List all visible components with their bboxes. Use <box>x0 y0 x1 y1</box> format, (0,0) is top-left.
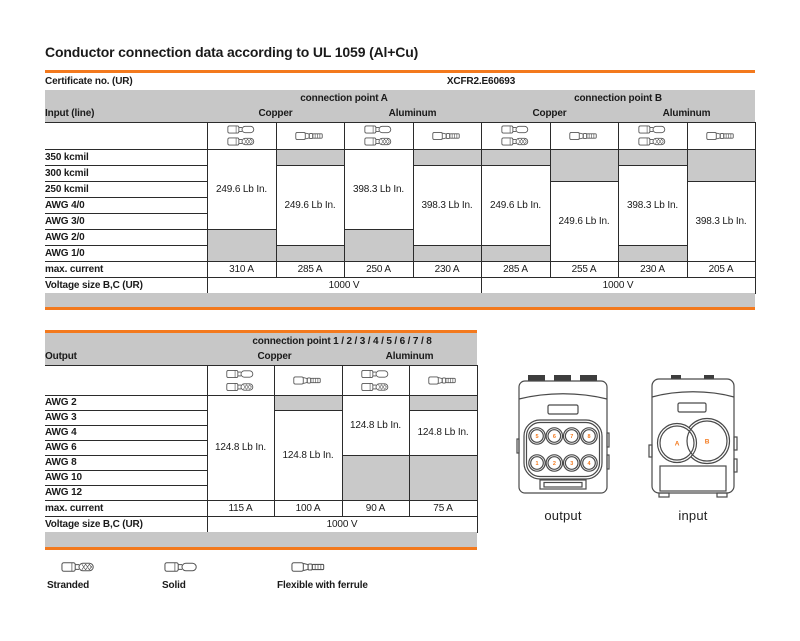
certificate-value: XCFR2.E60693 <box>446 76 516 87</box>
solid-conductor-icon <box>638 124 668 135</box>
ferrule-conductor-icon <box>706 130 736 142</box>
output-device-label: output <box>544 508 582 523</box>
connection-point-b-header: connection point B <box>481 90 755 106</box>
max-current-label: max. current <box>45 261 207 277</box>
torque-b-cu-stranded: 249.6 Lb In. <box>481 165 550 245</box>
ferrule-conductor-icon <box>291 560 327 574</box>
voltage-row <box>45 516 477 532</box>
stranded-conductor-icon <box>227 136 257 147</box>
terminal-number: 8 <box>587 434 591 440</box>
connection-point-header-row <box>45 333 477 349</box>
table-row: AWG 3 124.8 Lb In. 124.8 Lb In. <box>45 410 477 425</box>
legend-label: Flexible with ferrule <box>277 580 368 591</box>
output-table <box>45 333 478 533</box>
torque-cu-stranded: 124.8 Lb In. <box>207 395 274 500</box>
torque-al-ferrule: 124.8 Lb In. <box>409 410 477 455</box>
legend-item-stranded <box>47 560 97 591</box>
table-row: AWG 12 <box>45 485 477 500</box>
material-header-row <box>45 106 755 122</box>
output-header: Output <box>45 349 207 365</box>
gray-band-table1 <box>45 293 755 307</box>
certificate-label: Certificate no. (UR) <box>45 76 133 87</box>
input-table <box>45 73 756 294</box>
ferrule-conductor-icon <box>569 130 599 142</box>
torque-cu-ferrule: 124.8 Lb In. <box>274 410 342 500</box>
legend-label: Solid <box>162 580 186 591</box>
terminal-number: 1 <box>535 461 539 467</box>
accent-rule-bottom-table1 <box>45 307 755 310</box>
terminal-number: 7 <box>570 434 574 440</box>
max-current-row: max. current 115 A 100 A 90 A 75 A <box>45 500 477 516</box>
copper-header: Copper <box>207 349 342 365</box>
voltage-row <box>45 277 755 293</box>
ferrule-conductor-icon <box>293 374 323 387</box>
solid-conductor-icon <box>226 368 256 380</box>
connection-point-a-header: connection point A <box>207 90 481 106</box>
stranded-conductor-icon <box>364 136 394 147</box>
gray-band-table2 <box>45 532 477 547</box>
torque-b-al-stranded: 398.3 Lb In. <box>618 165 687 245</box>
ferrule-conductor-icon <box>428 374 458 387</box>
terminal-letter: A <box>674 440 680 448</box>
torque-a-cu-ferrule: 249.6 Lb In. <box>276 165 344 245</box>
voltage-b-value: 1000 V <box>481 277 755 293</box>
copper-b-header: Copper <box>481 106 618 122</box>
max-current-label: max. current <box>45 500 207 516</box>
aluminum-b-header: Aluminum <box>618 106 755 122</box>
input-device-illustration <box>645 375 741 523</box>
ferrule-conductor-icon <box>295 130 325 142</box>
terminal-number: 5 <box>535 434 539 440</box>
conductor-type-icon-row <box>45 365 477 395</box>
table-row: AWG 1/0 <box>45 245 755 261</box>
solid-conductor-icon <box>164 560 200 574</box>
conductor-type-icon-row <box>45 122 755 149</box>
solid-conductor-icon <box>227 124 257 135</box>
aluminum-header: Aluminum <box>342 349 477 365</box>
material-header-row <box>45 349 477 365</box>
stranded-conductor-icon <box>61 560 97 574</box>
table-row: AWG 4/0 <box>45 197 755 213</box>
terminal-number: 2 <box>552 461 556 467</box>
table-row: AWG 3/0 <box>45 213 755 229</box>
torque-a-cu-stranded: 249.6 Lb In. <box>207 149 276 229</box>
output-device-illustration <box>513 375 613 523</box>
certificate-row <box>45 73 755 90</box>
input-device-label: input <box>678 508 708 523</box>
table-row: 250 kcmil 249.6 Lb In. 398.3 Lb In. <box>45 181 755 197</box>
table-row: AWG 6 <box>45 440 477 455</box>
table-row: AWG 2/0 <box>45 229 755 245</box>
terminal-number: 6 <box>552 434 556 440</box>
terminal-letter: B <box>704 438 710 446</box>
solid-conductor-icon <box>361 368 391 380</box>
torque-b-cu-ferrule: 249.6 Lb In. <box>550 181 618 261</box>
stranded-conductor-icon <box>361 381 391 393</box>
stranded-conductor-icon <box>501 136 531 147</box>
connection-point-header-row <box>45 90 755 106</box>
copper-a-header: Copper <box>207 106 344 122</box>
table-row: AWG 8 <box>45 455 477 470</box>
input-terminal-block-drawing <box>647 375 739 501</box>
solid-conductor-icon <box>501 124 531 135</box>
table-row: 350 kcmil 249.6 Lb In. 398.3 Lb In. <box>45 149 755 165</box>
max-current-row: max. current 310 A 285 A 250 A 230 A 285 A 255 A 230 A 205 A <box>45 261 755 277</box>
solid-conductor-icon <box>364 124 394 135</box>
terminal-number: 3 <box>570 461 574 467</box>
ferrule-conductor-icon <box>432 130 462 142</box>
voltage-value: 1000 V <box>207 516 477 532</box>
table-row: AWG 2 124.8 Lb In. 124.8 Lb In. <box>45 395 477 410</box>
connection-point-1-8-header: connection point 1 / 2 / 3 / 4 / 5 / 6 / 7 / 8 <box>207 333 477 349</box>
input-line-header: Input (line) <box>45 106 207 122</box>
table-row: AWG 10 <box>45 470 477 485</box>
terminal-number: 4 <box>587 461 591 467</box>
stranded-conductor-icon <box>226 381 256 393</box>
stranded-conductor-icon <box>638 136 668 147</box>
voltage-label: Voltage size B,C (UR) <box>45 277 207 293</box>
voltage-a-value: 1000 V <box>207 277 481 293</box>
output-terminal-block-drawing <box>515 375 611 501</box>
legend-item-solid <box>162 560 200 591</box>
page-title: Conductor connection data according to UL 1059 (Al+Cu) <box>45 44 419 60</box>
torque-a-al-stranded: 398.3 Lb In. <box>344 149 413 229</box>
torque-b-al-ferrule: 398.3 Lb In. <box>687 181 755 261</box>
table-row: AWG 4 <box>45 425 477 440</box>
torque-a-al-ferrule: 398.3 Lb In. <box>413 165 481 245</box>
legend-item-ferrule <box>277 560 368 591</box>
accent-rule-bottom-table2 <box>45 547 477 550</box>
aluminum-a-header: Aluminum <box>344 106 481 122</box>
table-row: 300 kcmil 249.6 Lb In. 398.3 Lb In. 249.6 Lb In. 398.3 Lb In. <box>45 165 755 181</box>
voltage-label: Voltage size B,C (UR) <box>45 516 207 532</box>
torque-al-stranded: 124.8 Lb In. <box>342 395 409 455</box>
legend-label: Stranded <box>47 580 90 591</box>
